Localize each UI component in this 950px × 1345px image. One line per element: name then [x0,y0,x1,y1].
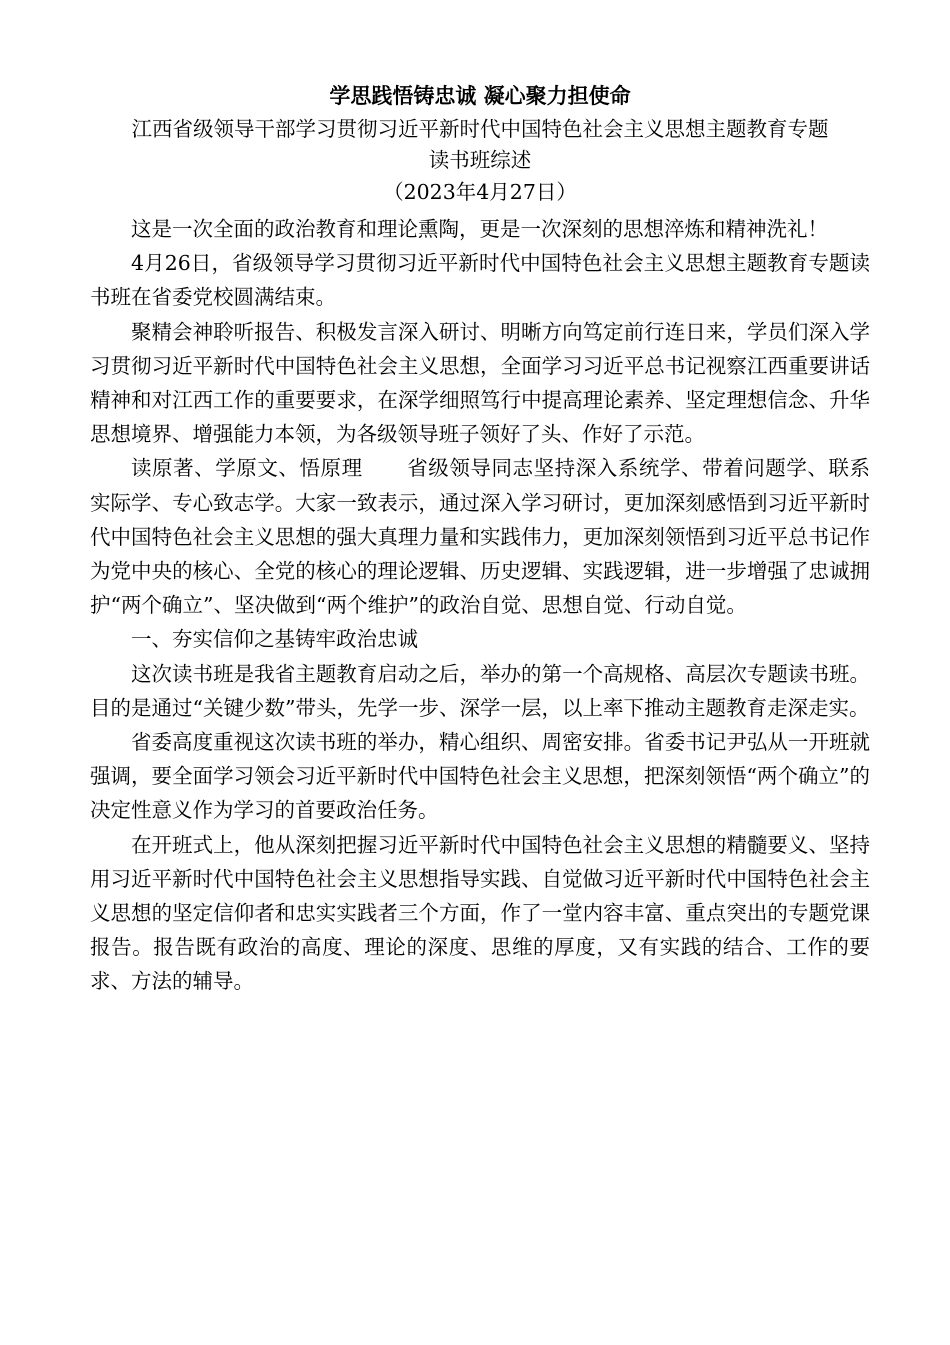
document-subtitle-line1: 江西省级领导干部学习贯彻习近平新时代中国特色社会主义思想主题教育专题 [131,117,829,141]
document-subtitle-line2: 读书班综述 [428,148,532,172]
section-heading-1: 一、夯实信仰之基铸牢政治忠诚 [131,627,418,652]
document-date: （2023年4月27日） [383,180,577,204]
paragraph-4-lead: 读原著、学原文、悟原理 [131,456,363,481]
paragraph-2: 4月26日，省级领导学习贯彻习近平新时代中国特色社会主义思想主题教育专题读书班在省委党校圆满结束。 [90,251,870,310]
paragraph-3: 聚精会神聆听报告、积极发言深入研讨、明晰方向笃定前行连日来，学员们深入学习贯彻习近平新时代中国特色社会主义思想，全面学习习近平总书记视察江西重要讲话精神和对江西工作的重要要求，在深学细照笃行中提高理论素养、坚定理想信念、升华思想境界、增强能力本领，为各级领导班子领好了头、作好了示范。 [90,319,870,447]
paragraph-7: 在开班式上，他从深刻把握习近平新时代中国特色社会主义思想的精髓要义、坚持用习近平新时代中国特色社会主义思想指导实践、自觉做习近平新时代中国特色社会主义思想的坚定信仰者和忠实实践者三个方面，作了一堂内容丰富、重点突出的专题党课报告。报告既有政治的高度、理论的深度、思维的厚度，又有实践的结合、工作的要求、方法的辅导。 [90,832,870,994]
paragraph-1: 这是一次全面的政治教育和理论熏陶，更是一次深刻的思想淬炼和精神洗礼！ [131,217,828,241]
paragraph-6: 省委高度重视这次读书班的举办，精心组织、周密安排。省委书记尹弘从一开班就强调，要全面学习领会习近平新时代中国特色社会主义思想，把深刻领悟“两个确立”的决定性意义作为学习的首要政治任务。 [90,730,870,823]
document-title: 学思践悟铸忠诚 凝心聚力担使命 [329,83,631,108]
document-page [90,78,870,999]
paragraph-4-body: 省级领导同志坚持深入系统学、带着问题学、联系实际学、专心致志学。大家一致表示，通过深入学习研讨，更加深刻感悟到习近平新时代中国特色社会主义思想的强大真理力量和实践伟力，更加深刻领悟到习近平总书记作为党中央的核心、全党的核心的理论逻辑、历史逻辑、实践逻辑，进一步增强了忠诚拥护“两个确立”、坚决做到“两个维护”的政治自觉、思想自觉、行动自觉。 [90,456,871,618]
paragraph-5: 这次读书班是我省主题教育启动之后，举办的第一个高规格、高层次专题读书班。目的是通过“关键少数”带头，先学一步、深学一层，以上率下推动主题教育走深走实。 [90,661,870,720]
paragraph-4 [90,451,870,622]
